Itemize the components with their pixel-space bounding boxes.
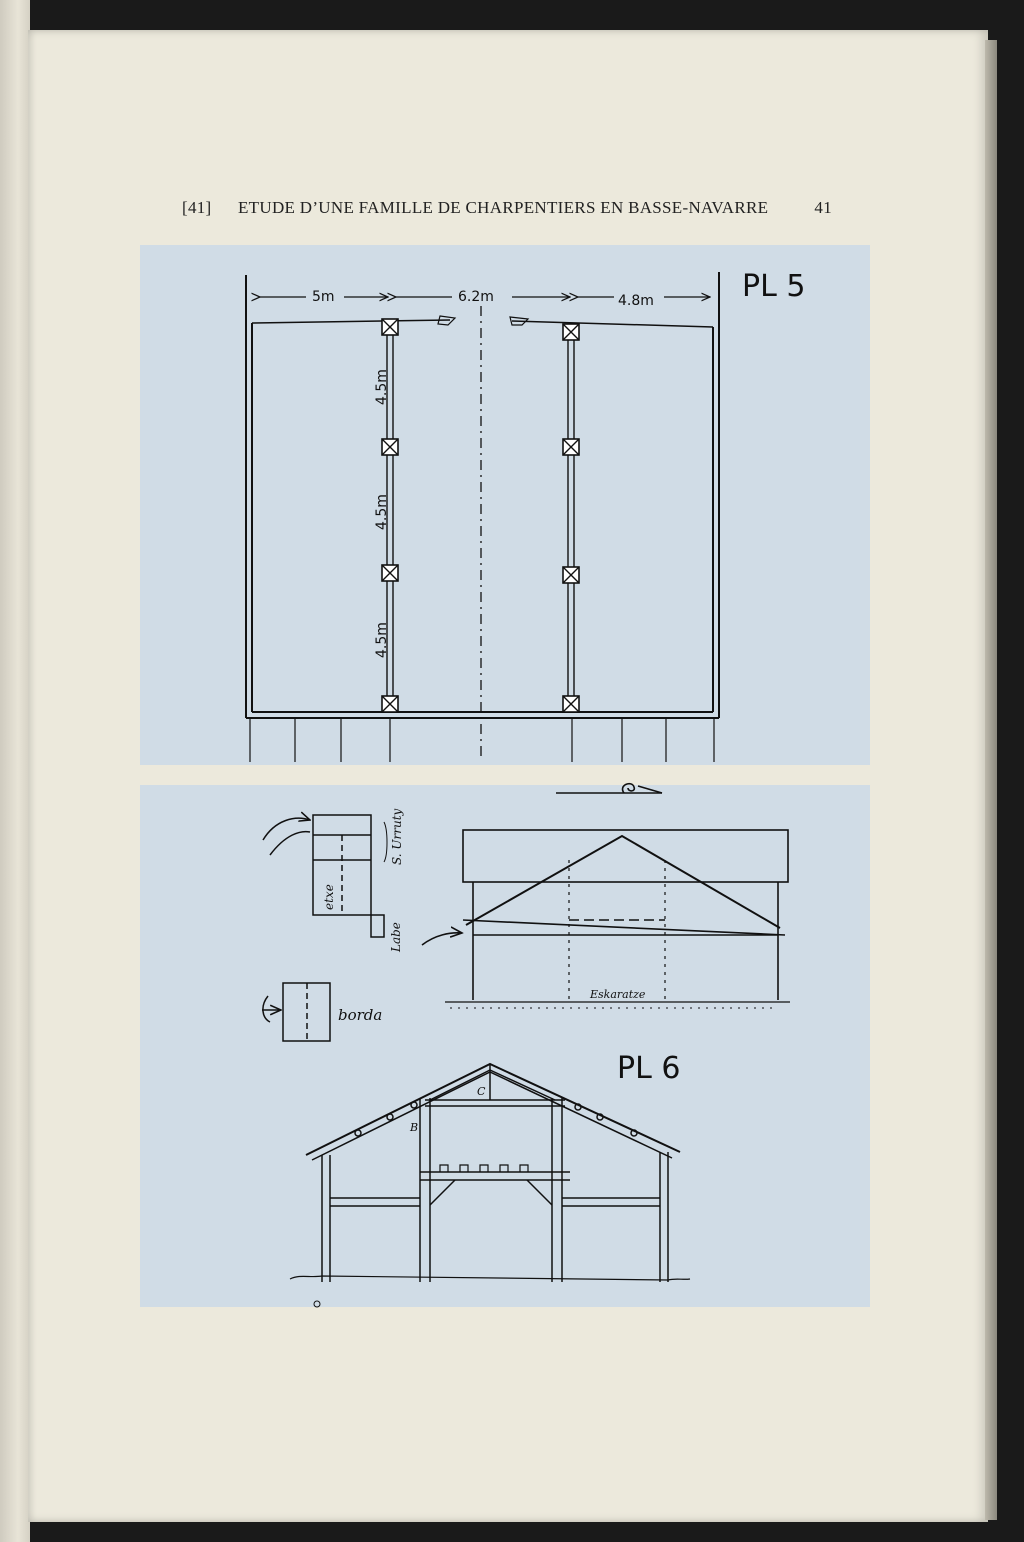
label-etxe: etxe — [322, 884, 336, 910]
dimension-right: 4.8m — [618, 293, 654, 309]
post — [563, 324, 579, 340]
post — [563, 696, 579, 712]
post — [382, 439, 398, 455]
post — [563, 567, 579, 583]
plate-5-label: PL 5 — [742, 269, 806, 304]
post — [382, 319, 398, 335]
section-letter-c: C — [477, 1085, 486, 1098]
orientation-mark — [556, 784, 662, 793]
header-section-number: [41] — [182, 198, 212, 217]
dimension-bay-2: 4.5m — [374, 494, 390, 530]
cross-section-sketch — [290, 1064, 690, 1307]
dimension-bay-1: 4.5m — [374, 369, 390, 405]
page-number: 41 — [814, 198, 832, 217]
label-eskaratze: Eskaratze — [590, 988, 646, 1001]
post — [563, 439, 579, 455]
plate-5-floor-plan — [246, 272, 719, 762]
elevation-sketch — [422, 830, 790, 1008]
dimension-middle: 6.2m — [458, 289, 494, 305]
header-title: ETUDE D’UNE FAMILLE DE CHARPENTIERS EN BASSE-NAVARRE — [238, 198, 769, 217]
label-borda: borda — [338, 1006, 383, 1024]
site-sketch-etxe — [263, 815, 387, 937]
label-labe: Labe — [389, 922, 403, 952]
post — [382, 696, 398, 712]
section-letter-b: B — [410, 1121, 419, 1134]
post — [382, 565, 398, 581]
label-s-urruty: S. Urruty — [390, 808, 404, 865]
dimension-bay-3: 4.5m — [374, 622, 390, 658]
dimension-left: 5m — [312, 289, 335, 305]
plate-6-label: PL 6 — [617, 1051, 681, 1086]
site-sketch-borda — [262, 983, 330, 1041]
